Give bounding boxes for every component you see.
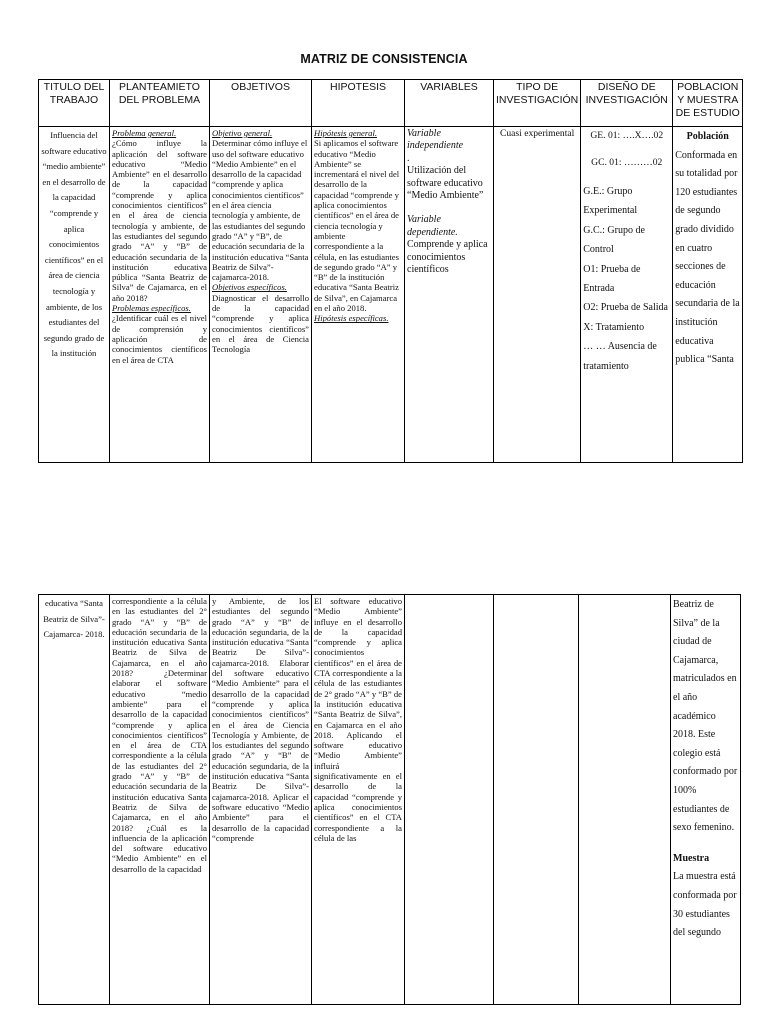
hipotesis-continuation: El software educativo “Medio Ambiente” influye en el desarrollo de la capacidad “comprende y aplica conocimientos científicos” en el área de CTA correspondiente a la célula de las estudiantes de 2° grado “A” y “B” de la institución educativa “Santa Beatriz de Silva”, en Cajamarca en el año 2018. Aplicando el software educativo “Medio Ambiente” influirá significativamente en el desarrollo de la capacidad “comprende y aplica conocimientos científicos” en el CTA correspondiente a la célula de las xyxy=(314,596,402,843)
problema-cell xyxy=(110,127,210,463)
problemas-especificos-heading: Problemas específicos. xyxy=(112,303,191,314)
diseno-cell xyxy=(579,595,671,1005)
tipo-text: Cuasi experimental xyxy=(499,128,575,139)
objetivos-continuation: y Ambiente, de los estudiantes del segundo grado “A” y “B” de educación segundaria, de la institución educativa “Santa Beatriz De Silva”-cajamarca-2018. Elaborar del software educativo “Medio Ambiente” para el desarrollo de la capacidad “comprende y aplica conocimientos científicos” en el área de Ciencia Tecnología y Ambiente, de los estudiantes del segundo grado “A” y “B” de educación segundaria, de la institución educativa “Santa Beatriz De Silva”-cajamarca-2018. Aplicar el software educativo “Medio Ambiente” para el desarrollo de la capacidad “comprende xyxy=(212,596,309,843)
problema-cell xyxy=(110,595,210,1005)
diseno-legend-ausencia: … … Ausencia de tratamiento xyxy=(583,341,657,372)
consistency-matrix-continuation xyxy=(38,594,741,1005)
objetivo-especifico-text: Diagnosticar el desarrollo de la capacidad “comprende y aplica conocimientos científicos” en el área de Ciencia Tecnología xyxy=(212,292,309,355)
diseno-cell xyxy=(581,127,673,463)
diseno-gc: GC. 01: ………02 xyxy=(591,157,663,168)
titulo-continuation: educativa “Santa Beatriz de Silva”- Cajamarca- 2018. xyxy=(43,598,105,640)
header-poblacion: POBLACION Y MUESTRA DE ESTUDIO xyxy=(673,80,743,127)
titulo-cell xyxy=(39,127,110,463)
variable-independiente-dot: . xyxy=(407,152,410,164)
problema-continuation: correspondiente a la célula en las estudiantes del 2° grado “A” y “B” de educación secundaria de la institución educativa Santa Beatriz de Silva de Cajamarca, en el año 2018? ¿Determinar elaborar el software educativo “medio ambiente” para el desarrollo de la capacidad “comprende y aplica conocimientos científicos” en el área de CTA correspondiente a la célula de las estudiantes del 2° grado “A” y “B” de educación secundaria de la institución educativa Santa Beatriz de Silva de Cajamarca, en el año 2018? ¿Cuál es la influencia de la aplicación del software educativo “Medio Ambiente” en el desarrollo de la capacidad xyxy=(112,596,207,874)
table-row xyxy=(39,127,743,463)
objetivo-general-text: Determinar cómo influye el uso del software educativo “Medio Ambiente” en el desarrollo de la capacidad “comprende y aplica conocimientos científicos” en el área ciencia tecnología y ambiente, de las estudiantes del segundo grado “A” y “B”, de educación secundaria de la institución educativa “Santa Beatriz de Silva”-cajamarca-2018. xyxy=(212,138,309,283)
problema-especifico-text: ¿Identificar cuál es el nivel de comprensión y aplicación de conocimientos científicos en el área de CTA xyxy=(112,313,207,365)
titulo-cell xyxy=(39,595,110,1005)
consistency-matrix-table xyxy=(38,79,743,463)
hipotesis-cell xyxy=(312,127,405,463)
diseno-legend-ge: G.E.: Grupo Experimental xyxy=(583,186,638,217)
poblacion-cell xyxy=(673,127,743,463)
problema-general-heading: Problema general. xyxy=(112,128,177,138)
variable-dependiente-heading: Variable dependiente. xyxy=(407,214,458,238)
hipotesis-cell xyxy=(312,595,405,1005)
poblacion-heading: Población xyxy=(686,131,729,142)
diseno-legend-x: X: Tratamiento xyxy=(583,321,645,333)
variable-independiente-text: Utilización del software educativo “Medio Ambiente” xyxy=(407,165,484,202)
variable-independiente-heading: Variable independiente xyxy=(407,128,464,152)
tipo-cell xyxy=(494,127,581,463)
document-title: MATRIZ DE CONSISTENCIA xyxy=(300,52,468,66)
problema-general-text: ¿Cómo influye la aplicación del software educativo “Medio Ambiente” en el desarrollo de la capacidad “comprende y aplica conocimientos científicos” en el área de ciencia tecnología y ambiente, de las estudiantes del segundo grado “A” y “B” de educación secundaria de la institución educativa pública “Santa Beatriz de Silva” de Cajamarca, en el año 2018? xyxy=(112,138,207,303)
variable-dependiente-text: Comprende y aplica conocimientos científicos xyxy=(407,239,488,276)
header-row xyxy=(39,80,743,127)
header-variables: VARIABLES xyxy=(405,80,494,127)
variables-cell xyxy=(405,127,494,463)
header-problema: PLANTEAMIETO DEL PROBLEMA xyxy=(110,80,210,127)
header-tipo: TIPO DE INVESTIGACIÓN xyxy=(494,80,581,127)
poblacion-text: Conformada en su totalidad por 120 estudiantes de segundo grado dividido en cuatro secciones de educación secundaria de la institución educativa publica “Santa xyxy=(675,149,740,366)
muestra-heading: Muestra xyxy=(673,852,710,864)
diseno-ge: GE. 01: ….X….02 xyxy=(590,130,664,141)
hipotesis-general-heading: Hipótesis general. xyxy=(314,128,378,138)
diseno-legend-gc: G.C.: Grupo de Control xyxy=(583,224,645,256)
muestra-text: La muestra está conformada por 30 estudiantes del segundo xyxy=(673,871,737,939)
header-objetivos: OBJETIVOS xyxy=(210,80,312,127)
poblacion-continuation: Beatriz de Silva” de la ciudad de Cajamarca, matriculados en el año académico 2018. Este colegio está conformado por 100% estudiantes de sexo femenino. xyxy=(673,599,738,834)
objetivos-cell xyxy=(210,127,312,463)
hipotesis-general-text: Si aplicamos el software educativo “Medio Ambiente” se incrementará el nivel del desarrollo de la capacidad “comprende y aplica conocimientos científicos” en el área de ciencia tecnología y ambiente correspondiente a la célula, en las estudiantes de segundo grado “A” y “B” de la institución educativa “Santa Beatriz de Silva”, en Cajamarca en el año 2018. xyxy=(314,138,400,314)
header-hipotesis: HIPOTESIS xyxy=(312,80,405,127)
objetivo-general-heading: Objetivo general. xyxy=(212,128,273,138)
table-row xyxy=(39,595,741,1005)
poblacion-cell xyxy=(671,595,741,1005)
header-diseno: DISEÑO DE INVESTIGACIÓN xyxy=(581,80,673,127)
header-titulo: TITULO DEL TRABAJO xyxy=(39,80,110,127)
titulo-text: Influencia del software educativo “medio ambiente” en el desarrollo de la capacidad “comprende y aplica conocimientos científicos” en el área de ciencia tecnología y ambiente, de los estudiantes del segundo grado de la institución xyxy=(41,130,107,359)
hipotesis-especificas-heading: Hipótesis específicas. xyxy=(314,313,389,324)
objetivos-especificos-heading: Objetivos específicos. xyxy=(212,282,287,293)
diseno-legend-o1: O1: Prueba de Entrada xyxy=(583,263,641,295)
diseno-legend-o2: O2: Prueba de Salida xyxy=(583,302,668,314)
variables-cell xyxy=(405,595,494,1005)
objetivos-cell xyxy=(210,595,312,1005)
diseno-legend xyxy=(583,182,670,376)
tipo-cell xyxy=(494,595,579,1005)
